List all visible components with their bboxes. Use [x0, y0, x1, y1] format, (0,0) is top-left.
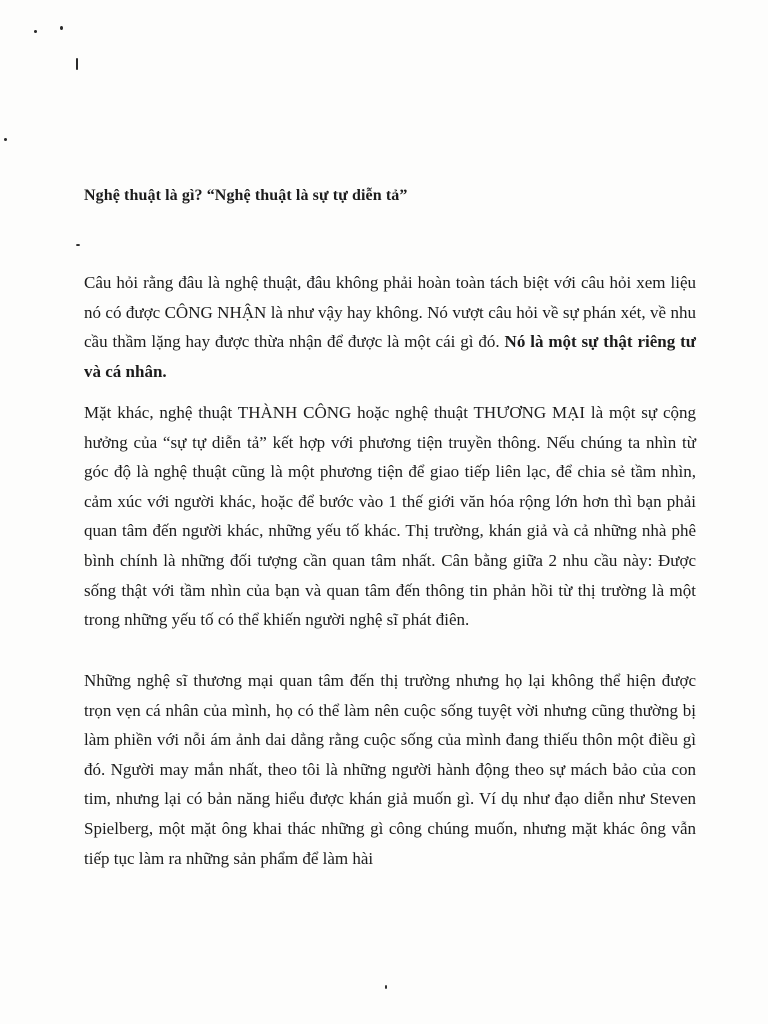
paragraph-1-text: Câu hỏi rằng đâu là nghệ thuật, đâu không phải hoàn toàn tách biệt với câu hỏi xem liệu nó có được CÔNG NHẬN là như vậy hay không. Nó vượt câu hỏi về sự phán xét, về nhu cầu thầm lặng hay được thừa nhận để được là một cái gì đó.	[84, 273, 696, 352]
scan-speck	[385, 985, 387, 989]
paragraph-1-bold-text: Nó là một sự thật riêng tư và cá nhân.	[84, 332, 696, 381]
scan-speck	[4, 138, 7, 141]
scan-speck	[60, 26, 63, 30]
document-heading: Nghệ thuật là gì? “Nghệ thuật là sự tự diễn tả”	[84, 187, 408, 204]
scan-speck	[34, 30, 37, 33]
paragraph-2	[84, 398, 696, 635]
paragraph-3	[84, 666, 696, 873]
paragraph-1	[84, 268, 696, 386]
scan-speck	[76, 244, 80, 246]
scan-speck	[76, 58, 78, 70]
paragraph-2-text: Mặt khác, nghệ thuật THÀNH CÔNG hoặc nghệ thuật THƯƠNG MẠI là một sự cộng hưởng của “sự tự diễn tả” kết hợp với phương tiện truyền thông. Nếu chúng ta nhìn từ góc độ là nghệ thuật cũng là một phương tiện để giao tiếp liên lạc, để chia sẻ tầm nhìn, cảm xúc với người khác, hoặc để bước vào 1 thế giới văn hóa rộng lớn hơn thì bạn phải quan tâm đến người khác, những yếu tố khác. Thị trường, khán giả và cả những nhà phê bình chính là những đối tượng cần quan tâm nhất. Cân bằng giữa 2 nhu cầu này: Được sống thật với tầm nhìn của bạn và quan tâm đến thông tin phản hồi từ thị trường là một trong những yếu tố có thể khiến người nghệ sĩ phát điên.	[84, 403, 696, 630]
paragraph-3-text: Những nghệ sĩ thương mại quan tâm đến thị trường nhưng họ lại không thể hiện được trọn vẹn cá nhân của mình, họ có thể làm nên cuộc sống tuyệt vời nhưng cũng thường bị làm phiền với nỗi ám ảnh dai dẳng rằng cuộc sống của mình đang thiếu thôn một điều gì đó. Người may mắn nhất, theo tôi là những người hành động theo sự mách bảo của con tim, nhưng lại có bản năng hiểu được khán giả muốn gì. Ví dụ như đạo diễn như Steven Spielberg, một mặt ông khai thác những gì công chúng muốn, nhưng mặt khác ông vẫn tiếp tục làm ra những sản phẩm để làm hài	[84, 671, 696, 868]
